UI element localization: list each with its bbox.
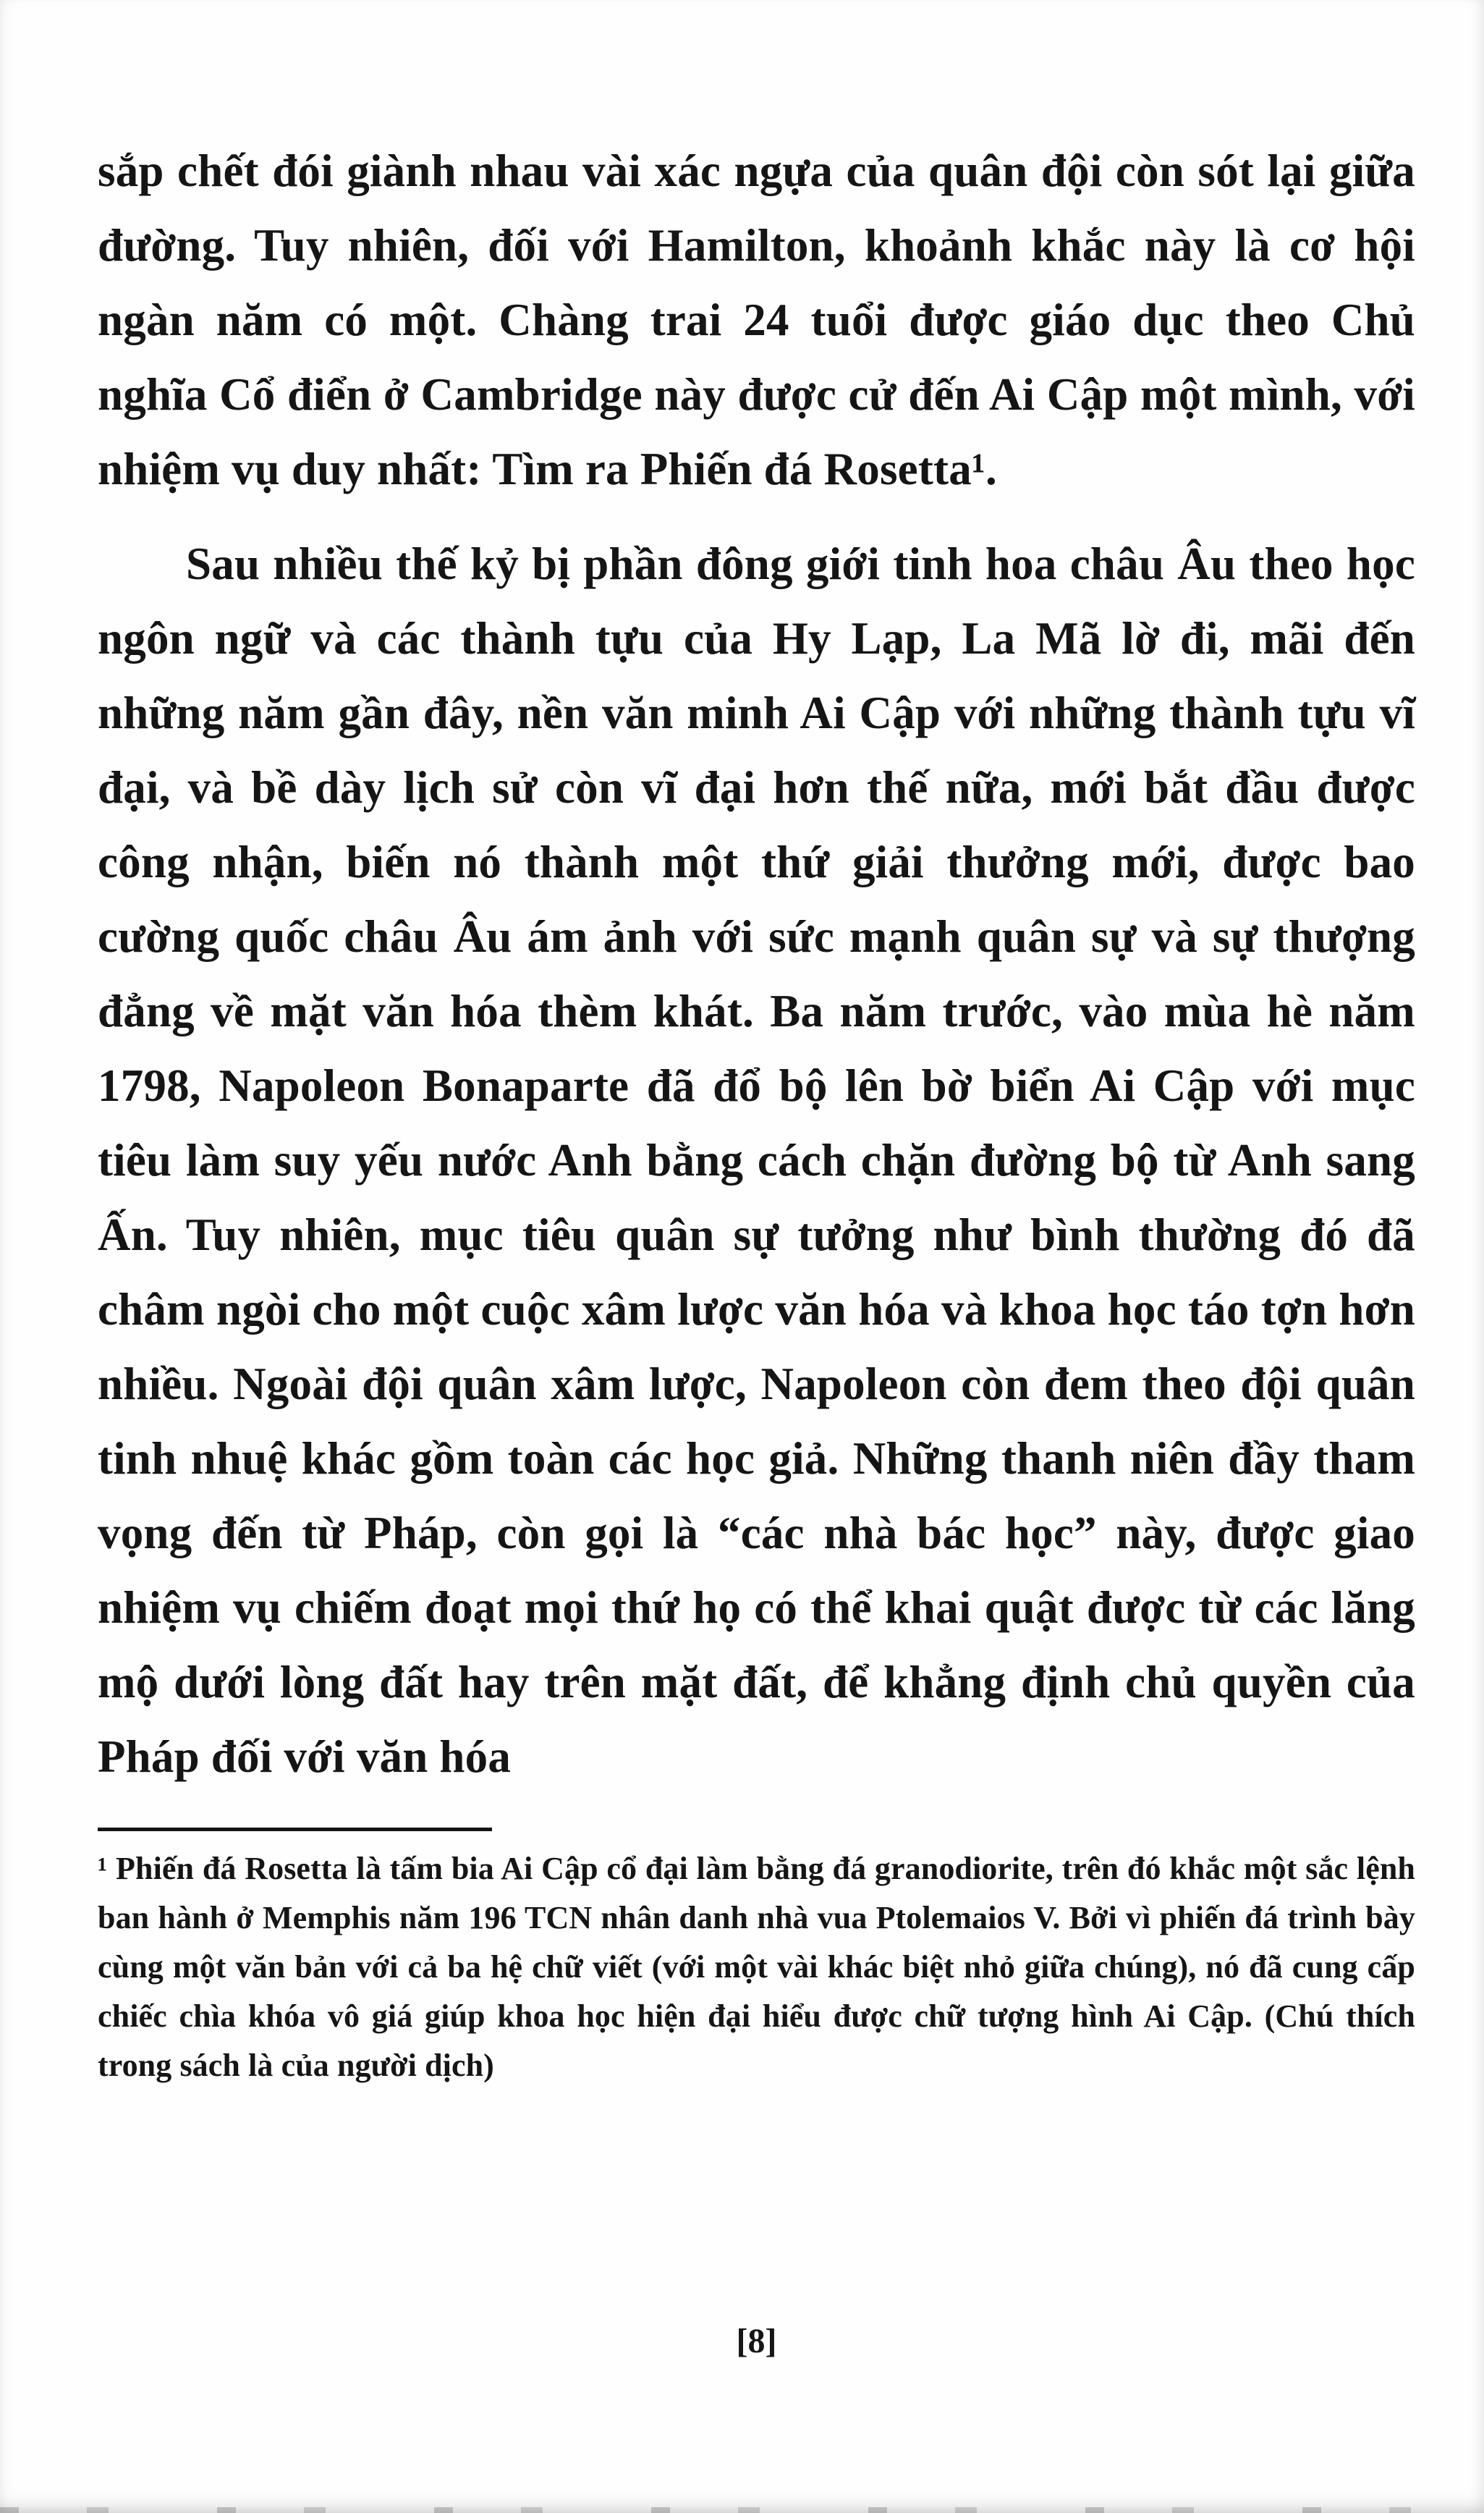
footnote-section: [98, 1828, 1415, 2090]
paragraph: sắp chết đói giành nhau vài xác ngựa của quân đội còn sót lại giữa đường. Tuy nhiên, đối với Hamilton, khoảnh khắc này là cơ hội ngàn năm có một. Chàng trai 24 tuổi được giáo dục theo Chủ nghĩa Cổ điển ở Cambridge này được cử đến Ai Cập một mình, với nhiệm vụ duy nhất: Tìm ra Phiến đá Rosetta¹.: [98, 145, 1415, 494]
paragraph: Sau nhiều thế kỷ bị phần đông giới tinh hoa châu Âu theo học ngôn ngữ và các thành tựu của Hy Lạp, La Mã lờ đi, mãi đến những năm gần đây, nền văn minh Ai Cập với những thành tựu vĩ đại, và bề dày lịch sử còn vĩ đại hơn thế nữa, mới bắt đầu được công nhận, biến nó thành một thứ giải thưởng mới, được bao cường quốc châu Âu ám ảnh với sức mạnh quân sự và sự thượng đẳng về mặt văn hóa thèm khát. Ba năm trước, vào mùa hè năm 1798, Napoleon Bonaparte đã đổ bộ lên bờ biển Ai Cập với mục tiêu làm suy yếu nước Anh bằng cách chặn đường bộ từ Anh sang Ấn. Tuy nhiên, mục tiêu quân sự tưởng như bình thường đó đã châm ngòi cho một cuộc xâm lược văn hóa và khoa học táo tợn hơn nhiều. Ngoài đội quân xâm lược, Napoleon còn đem theo đội quân tinh nhuệ khác gồm toàn các học giả. Những thanh niên đầy tham vọng đến từ Pháp, còn gọi là “các nhà bác học” này, được giao nhiệm vụ chiếm đoạt mọi thứ họ có thể khai quật được từ các lăng mộ dưới lòng đất hay trên mặt đất, để khẳng định chủ quyền của Pháp đối với văn hóa: [98, 538, 1415, 1782]
page-number: [8]: [736, 2322, 777, 2360]
footnote-text: ¹ Phiến đá Rosetta là tấm bia Ai Cập cổ đại làm bằng đá granodiorite, trên đó khắc một sắc lệnh ban hành ở Memphis năm 196 TCN nhân danh nhà vua Ptolemaios V. Bởi vì phiến đá trình bày cùng một văn bản với cả ba hệ chữ viết (với một vài khác biệt nhỏ giữa chúng), nó đã cung cấp chiếc chìa khóa vô giá giúp khoa học hiện đại hiểu được chữ tượng hình Ai Cập. (Chú thích trong sách là của người dịch): [98, 1851, 1415, 2083]
page-text-block: [98, 134, 1415, 1794]
footnote-separator: [98, 1828, 492, 1831]
